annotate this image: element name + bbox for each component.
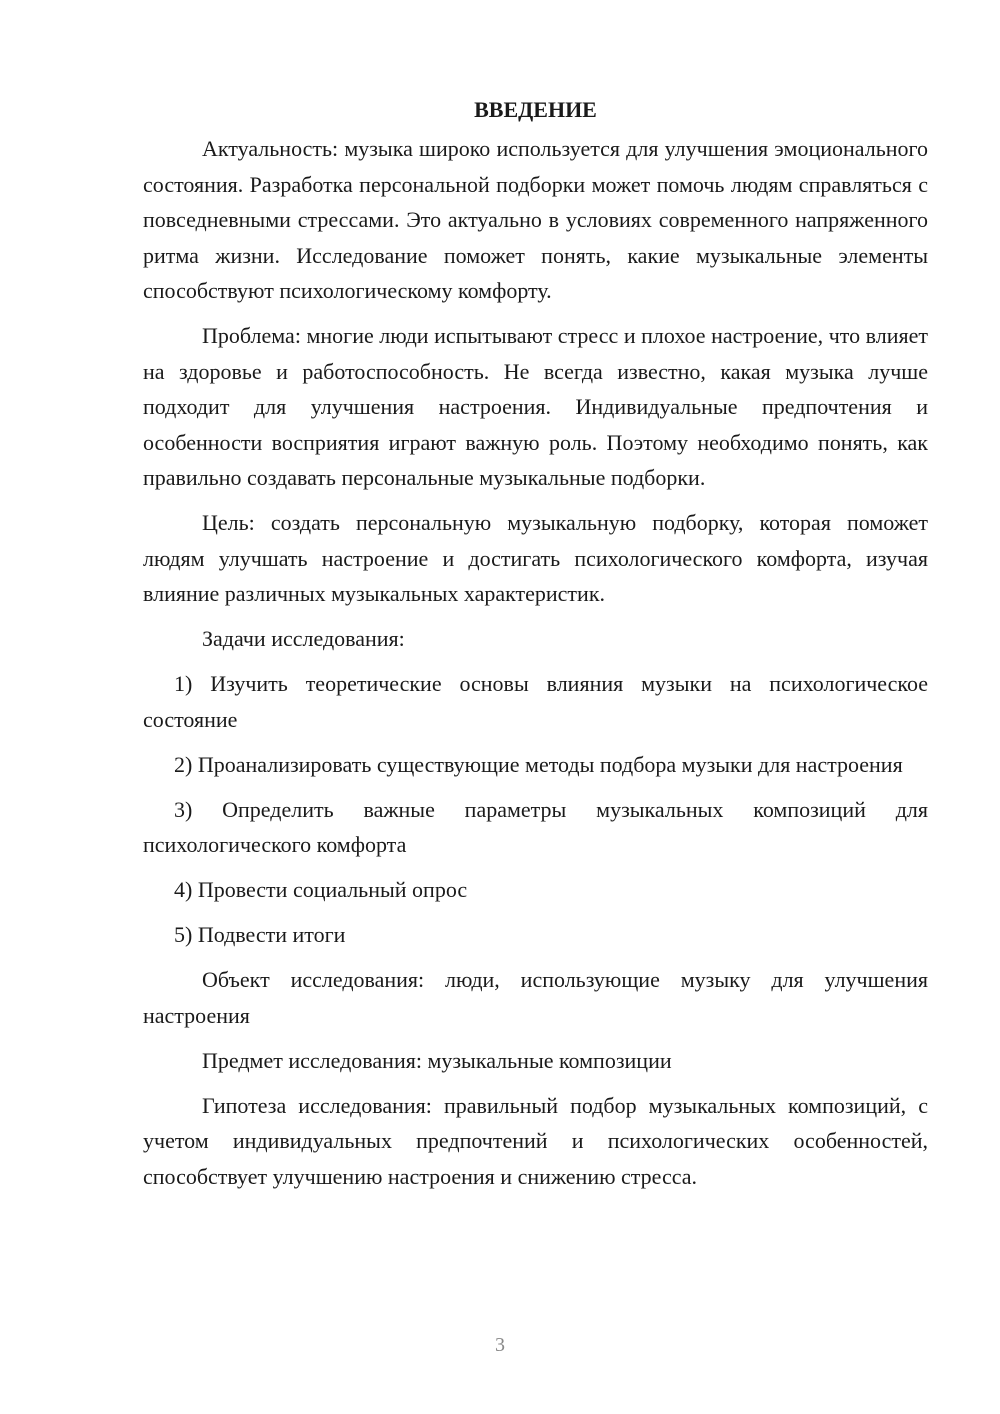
page-content bbox=[143, 92, 928, 1204]
tasks-heading: Задачи исследования: bbox=[202, 626, 405, 651]
paragraph-object: Объект исследования: люди, использующие музыку для улучшения настроения bbox=[143, 967, 928, 1028]
task-item-3: 3) Определить важные параметры музыкальных композиций для психологического комфорта bbox=[143, 796, 928, 857]
paragraph-hypothesis: Гипотеза исследования: правильный подбор музыкальных композиций, с учетом индивидуальных предпочтений и психологических особенностей, способствует улучшению настроения и снижению стресса. bbox=[143, 1092, 928, 1189]
paragraph-relevance: Актуальность: музыка широко используется для улучшения эмоционального состояния. Разработка персональной подборки может помочь людям справляться с повседневными стрессами. Это актуально в условиях современного напряженного ритма жизни. Исследование поможет понять, какие музыкальные элементы способствуют психологическому комфорту. bbox=[143, 136, 928, 303]
task-item-5: 5) Подвести итоги bbox=[174, 922, 346, 947]
task-item-4: 4) Провести социальный опрос bbox=[174, 877, 468, 902]
task-item-1: 1) Изучить теоретические основы влияния музыки на психологическое состояние bbox=[143, 671, 928, 732]
task-item-2: 2) Проанализировать существующие методы подбора музыки для настроения bbox=[174, 751, 903, 777]
section-title: ВВЕДЕНИЕ bbox=[474, 97, 597, 122]
paragraph-goal: Цель: создать персональную музыкальную подборку, которая поможет людям улучшать настроение и достигать психологического комфорта, изучая влияние различных музыкальных характеристик. bbox=[143, 510, 928, 606]
page-number: 3 bbox=[495, 1334, 505, 1356]
paragraph-subject: Предмет исследования: музыкальные композиции bbox=[202, 1047, 672, 1073]
paragraph-problem: Проблема: многие люди испытывают стресс и плохое настроение, что влияет на здоровье и работоспособность. Не всегда известно, какая музыка лучше подходит для улучшения настроения. Индивидуальные предпочтения и особенности восприятия играют важную роль. Поэтому необходимо понять, как правильно создавать персональные музыкальные подборки. bbox=[143, 323, 928, 490]
